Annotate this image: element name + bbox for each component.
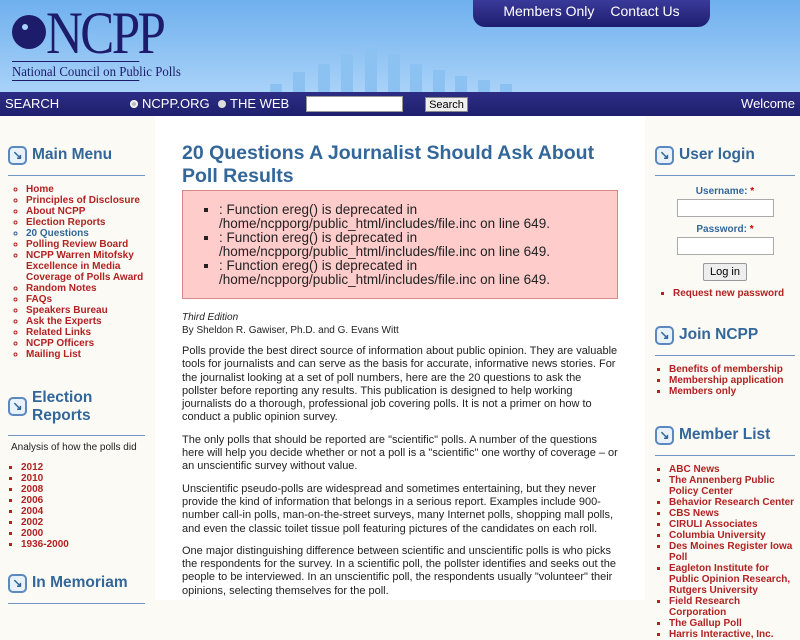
contact-us-link[interactable]: Contact Us [610, 2, 680, 19]
article-paragraph: The only polls that should be reported are "scientific" polls. A number of the questions here will help you decide whether or not a poll is a "scientific" one worthy of coverage – or an unscientific survey without value. [182, 433, 618, 473]
election-report-link[interactable]: ▪ 2006 [21, 495, 145, 506]
radio-the-web[interactable] [218, 100, 226, 108]
password-label: Password: [696, 224, 747, 235]
arrow-down-right-icon: ↘ [8, 574, 27, 593]
request-password-link[interactable]: ▪ Request new password [673, 288, 795, 299]
login-button[interactable]: Log in [703, 263, 747, 281]
logo-subtitle: National Council on Public Polls [12, 61, 139, 81]
election-reports-title: Election Reports [32, 389, 93, 424]
menu-item[interactable]: ◦ About NCPP [26, 206, 145, 217]
election-report-link[interactable]: ▪ 2000 [21, 528, 145, 539]
left-sidebar [8, 116, 145, 612]
arrow-down-right-icon: ↘ [655, 146, 674, 165]
required-marker: * [749, 224, 754, 235]
edition: Third Edition [182, 312, 239, 323]
user-login-block [655, 146, 795, 299]
welcome-text: Welcome [741, 96, 795, 111]
site-header [0, 0, 800, 92]
in-memoriam-title: In Memoriam [32, 574, 128, 591]
menu-item[interactable]: ◦ Related Links [26, 327, 145, 338]
error-message: ▪ : Function ereg() is deprecated in /home/ncpporg/public_html/includes/file.inc on line 649. [219, 231, 617, 259]
member-link[interactable]: ▪ Columbia University [669, 530, 795, 541]
logo-text: NCPP [46, 0, 164, 66]
election-report-link[interactable]: ▪ 2012 [21, 462, 145, 473]
member-link[interactable]: ▪ ABC News [669, 464, 795, 475]
menu-item[interactable]: ◦ Election Reports [26, 217, 145, 228]
election-report-link[interactable]: ▪ 2010 [21, 473, 145, 484]
member-list-block [655, 426, 795, 640]
member-link[interactable]: ▪ CIRULI Associates [669, 519, 795, 530]
menu-item[interactable]: ◦ Home [26, 184, 145, 195]
menu-item[interactable]: ◦ Principles of Disclosure [26, 195, 145, 206]
top-nav [473, 0, 710, 27]
join-block [655, 326, 795, 397]
username-label: Username: [695, 186, 748, 197]
article-paragraph: Polls provide the best direct source of information about public opinion. They are valuable tools for journalists and can serve as the basis for accurate, informative news stories. For the journalist looking at a set of poll numbers, here are the 20 questions to ask the pollster before reporting any results. This publication is designed to help working journalists do a thorough, professional job covering polls. It is not a primer on how to conduct a public opinion survey. [182, 345, 618, 424]
member-link[interactable]: ▪ The Annenberg Public Policy Center [669, 475, 795, 497]
join-title: Join NCPP [679, 326, 759, 343]
election-report-link[interactable]: ▪ 2004 [21, 506, 145, 517]
member-link[interactable]: ▪ CBS News [669, 508, 795, 519]
user-login-title: User login [679, 146, 755, 163]
right-sidebar [655, 116, 795, 640]
radio-ncpp-org[interactable] [130, 100, 138, 108]
page-title: 20 Questions A Journalist Should Ask About Poll Results [182, 142, 595, 187]
join-link[interactable]: ▪ Benefits of membership [669, 364, 795, 375]
member-link[interactable]: ▪ The Gallup Poll [669, 618, 795, 629]
menu-item[interactable]: ◦ Polling Review Board [26, 239, 145, 250]
search-bar [0, 92, 800, 116]
member-link[interactable]: ▪ Field Research Corporation [669, 596, 795, 618]
menu-item[interactable]: ◦ 20 Questions [26, 228, 145, 239]
join-link[interactable]: ▪ Members only [669, 386, 795, 397]
menu-item[interactable]: ◦ Mailing List [26, 349, 145, 360]
join-link[interactable]: ▪ Membership application [669, 375, 795, 386]
radio-ncpp-org-label: NCPP.ORG [142, 96, 210, 111]
members-only-link[interactable]: Members Only [503, 2, 595, 19]
radio-the-web-label: THE WEB [230, 96, 290, 111]
menu-item[interactable]: ◦ Random Notes [26, 283, 145, 294]
search-label: SEARCH [5, 96, 60, 111]
main-content [155, 116, 645, 600]
article-paragraph: Unscientific pseudo-polls are widespread and sometimes entertaining, but they never provide the kind of information that belongs in a serious report. Examples include 900-number call-in polls, man-on-the-street surveys, many Internet polls, shopping mall polls, and even the classic toilet tissue poll featuring pictures of the candidates on each roll. [182, 482, 614, 535]
member-link[interactable]: ▪ Eagleton Institute for Public Opinion Research, Rutgers University [669, 563, 795, 596]
arrow-down-right-icon: ↘ [655, 326, 674, 345]
error-message: ▪ : Function ereg() is deprecated in /home/ncpporg/public_html/includes/file.inc on line 649. [219, 203, 617, 231]
member-link[interactable]: ▪ Behavior Research Center [669, 497, 795, 508]
main-menu-block [8, 146, 145, 360]
password-input[interactable] [677, 237, 774, 255]
username-input[interactable] [677, 199, 774, 217]
menu-item[interactable]: ◦ NCPP Warren Mitofsky Excellence in Media Coverage of Polls Award [26, 250, 145, 283]
search-button[interactable]: Search [425, 97, 468, 112]
election-report-link[interactable]: ▪ 1936-2000 [21, 539, 145, 550]
election-reports-block [8, 389, 145, 550]
main-menu-title: Main Menu [32, 146, 113, 163]
required-marker: * [750, 186, 755, 197]
arrow-down-right-icon: ↘ [8, 146, 27, 165]
error-message: ▪ : Function ereg() is deprecated in /home/ncpporg/public_html/includes/file.inc on line 649. [219, 259, 617, 287]
election-reports-desc: Analysis of how the polls did [11, 442, 137, 453]
member-link[interactable]: ▪ Harris Interactive, Inc. [669, 629, 795, 640]
arrow-down-right-icon: ↘ [8, 397, 27, 416]
election-report-link[interactable]: ▪ 2008 [21, 484, 145, 495]
byline: By Sheldon R. Gawiser, Ph.D. and G. Evans Witt [182, 325, 399, 336]
arrow-down-right-icon: ↘ [655, 426, 674, 445]
menu-item[interactable]: ◦ FAQs [26, 294, 145, 305]
search-input[interactable] [306, 96, 403, 112]
menu-item[interactable]: ◦ NCPP Officers [26, 338, 145, 349]
menu-item[interactable]: ◦ Ask the Experts [26, 316, 145, 327]
article-paragraph: One major distinguishing difference between scientific and unscientific polls is who picks the respondents for the survey. In a scientific poll, the pollster identifies and seeks out the people to be interviewed. In an unscientific poll, the respondents usually "volunteer" their opinions, selecting themselves for the poll. [182, 544, 616, 597]
logo-mark-icon [12, 15, 46, 49]
member-link[interactable]: ▪ Des Moines Register Iowa Poll [669, 541, 795, 563]
election-report-link[interactable]: ▪ 2002 [21, 517, 145, 528]
member-list-title: Member List [679, 426, 771, 443]
error-messages [182, 190, 618, 299]
menu-item[interactable]: ◦ Speakers Bureau [26, 305, 145, 316]
